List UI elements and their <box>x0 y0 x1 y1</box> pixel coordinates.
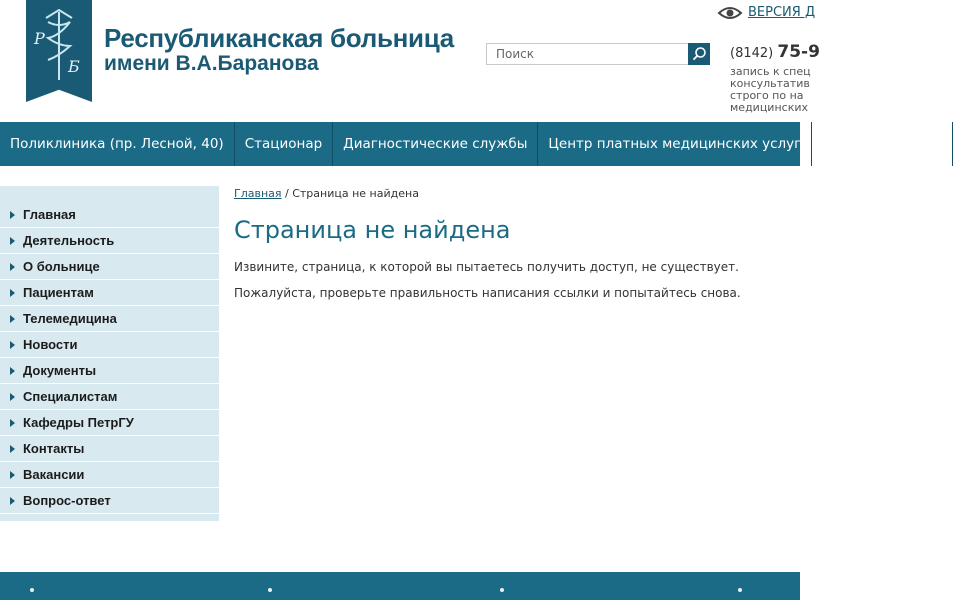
caduceus-icon <box>26 0 92 102</box>
nav-item-hospital[interactable]: Стационар <box>235 122 333 166</box>
triangle-right-icon <box>10 289 15 297</box>
triangle-right-icon <box>10 315 15 323</box>
contact-block <box>730 42 820 114</box>
page-title: Страница не найдена <box>234 216 511 244</box>
site-footer <box>0 572 800 600</box>
magnifier-icon <box>688 43 710 65</box>
sidebar-menu <box>0 186 219 521</box>
phone[interactable] <box>730 42 820 64</box>
breadcrumb <box>234 187 419 200</box>
accessibility-version-link[interactable] <box>718 4 816 22</box>
triangle-right-icon <box>10 263 15 271</box>
sidebar-item-label: О больнице <box>23 259 100 274</box>
sidebar-item-about[interactable] <box>0 254 219 280</box>
nav-item-polyclinic[interactable]: Поликлиника (пр. Лесной, 40) <box>0 122 235 166</box>
triangle-right-icon <box>10 237 15 245</box>
contact-note-line: строго по на <box>730 89 804 102</box>
contact-note <box>730 65 811 114</box>
footer-bullet <box>500 588 504 592</box>
sidebar-item-label: Пациентам <box>23 285 94 300</box>
triangle-right-icon <box>10 497 15 505</box>
sidebar-item-activity[interactable] <box>0 228 219 254</box>
sidebar-item-vacancies[interactable] <box>0 462 219 488</box>
sidebar-item-specialists[interactable] <box>0 384 219 410</box>
sidebar-item-label: Новости <box>23 337 78 352</box>
logo-letter-r: Р <box>34 29 45 48</box>
main-nav <box>0 122 942 166</box>
sidebar-item-departments[interactable] <box>0 410 219 436</box>
search-input[interactable] <box>487 44 687 64</box>
site-title[interactable]: Республиканская больница <box>104 23 454 53</box>
triangle-right-icon <box>10 419 15 427</box>
sidebar-item-contacts[interactable] <box>0 436 219 462</box>
sidebar-item-label: Вакансии <box>23 467 85 482</box>
hospital-logo[interactable] <box>26 0 92 102</box>
breadcrumb-home-link[interactable]: Главная <box>234 187 282 200</box>
sidebar-item-label: Деятельность <box>23 233 115 248</box>
eye-icon <box>718 5 742 21</box>
site-header <box>0 0 820 122</box>
contact-note-line: медицинских <box>730 101 808 114</box>
sidebar-item-label: Телемедицина <box>23 311 117 326</box>
phone-number: 75-9 <box>777 42 820 62</box>
search-button[interactable] <box>688 43 710 65</box>
sidebar-item-faq[interactable] <box>0 488 219 514</box>
triangle-right-icon <box>10 367 15 375</box>
phone-code: (8142) <box>730 46 774 61</box>
sidebar-item-telemedicine[interactable] <box>0 306 219 332</box>
footer-bullet <box>268 588 272 592</box>
contact-note-line: консультатив <box>730 77 810 90</box>
footer-bullet <box>30 588 34 592</box>
breadcrumb-current: Страница не найдена <box>292 187 419 200</box>
accessibility-label[interactable]: ВЕРСИЯ Д <box>748 5 816 20</box>
triangle-right-icon <box>10 341 15 349</box>
sidebar-item-documents[interactable] <box>0 358 219 384</box>
contact-note-line: запись к спец <box>730 65 811 78</box>
sidebar-item-label: Специалистам <box>23 389 118 404</box>
nav-item-diagnostics[interactable]: Диагностические службы <box>333 122 538 166</box>
logo-letter-b: Б <box>68 57 80 76</box>
breadcrumb-separator: / <box>281 187 293 200</box>
nav-item-medical-centers[interactable]: Медицинские це <box>812 122 952 166</box>
site-subtitle[interactable]: имени В.А.Баранова <box>104 52 319 75</box>
triangle-right-icon <box>10 471 15 479</box>
sidebar-item-label: Вопрос-ответ <box>23 493 111 508</box>
triangle-right-icon <box>10 445 15 453</box>
sidebar-item-home[interactable] <box>0 202 219 228</box>
sidebar-item-label: Главная <box>23 207 76 222</box>
error-message: Извините, страница, к которой вы пытаетесь получить доступ, не существует. <box>234 260 739 274</box>
sidebar-item-label: Кафедры ПетрГУ <box>23 415 134 430</box>
nav-item-paid-services[interactable]: Центр платных медицинских услуг <box>538 122 812 166</box>
triangle-right-icon <box>10 393 15 401</box>
sidebar-item-patients[interactable] <box>0 280 219 306</box>
footer-bullet <box>738 588 742 592</box>
sidebar-item-label: Документы <box>23 363 97 378</box>
triangle-right-icon <box>10 211 15 219</box>
sidebar-item-label: Контакты <box>23 441 85 456</box>
search-form <box>486 43 710 65</box>
error-hint: Пожалуйста, проверьте правильность написания ссылки и попытайтесь снова. <box>234 286 741 300</box>
sidebar-item-news[interactable] <box>0 332 219 358</box>
